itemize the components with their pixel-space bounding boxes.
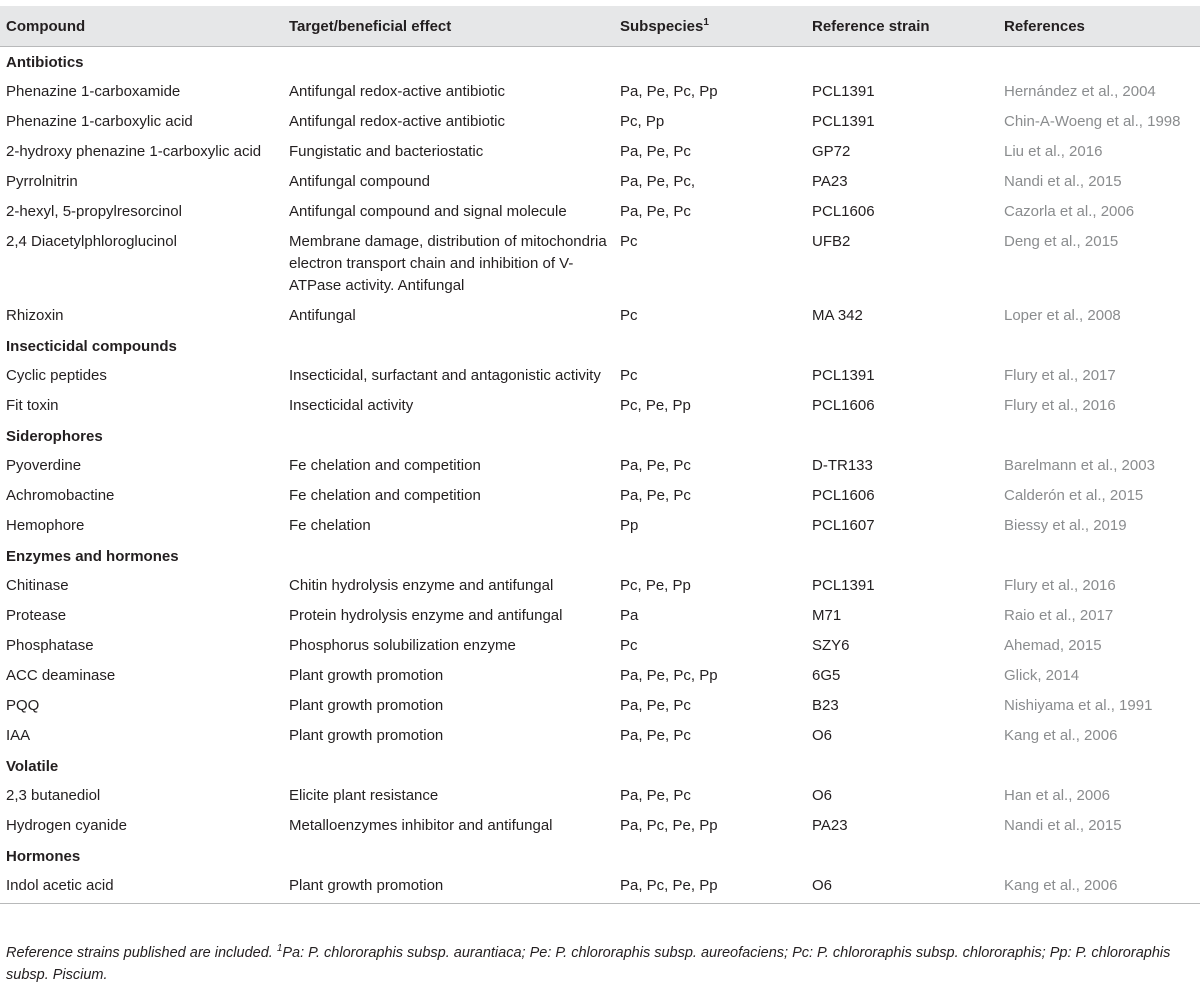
cell-effect: Antifungal redox-active antibiotic	[289, 83, 505, 100]
cell-reference: Chin-A-Woeng et al., 1998	[1004, 113, 1181, 130]
table-row	[0, 571, 1200, 601]
cell-strain: O6	[812, 787, 833, 804]
cell-compound: Fit toxin	[6, 397, 59, 414]
header-subspecies	[614, 6, 806, 47]
cell-strain: PCL1391	[812, 577, 875, 594]
cell-reference: Loper et al., 2008	[1004, 307, 1121, 324]
cell-strain: MA 342	[812, 307, 863, 324]
cell-reference: Deng et al., 2015	[1004, 233, 1119, 250]
cell-reference: Barelmann et al., 2003	[1004, 457, 1155, 474]
cell-strain: D-TR133	[812, 457, 873, 474]
table-row	[0, 107, 1200, 137]
cell-effect: Fe chelation and competition	[289, 457, 481, 474]
cell-subspecies: Pa, Pe, Pc,	[620, 173, 696, 190]
cell-strain: PCL1606	[812, 487, 875, 504]
cell-compound: Hydrogen cyanide	[6, 817, 127, 834]
table-body	[0, 47, 1200, 904]
cell-compound: Achromobactine	[6, 487, 115, 504]
table-row	[0, 721, 1200, 751]
table-row	[0, 137, 1200, 167]
cell-subspecies: Pa, Pe, Pc	[620, 457, 691, 474]
header-references: References	[998, 6, 1200, 47]
section-row	[0, 751, 1200, 781]
cell-reference: Calderón et al., 2015	[1004, 487, 1144, 504]
table-row	[0, 227, 1200, 301]
cell-effect: Fe chelation	[289, 517, 371, 534]
cell-compound: Cyclic peptides	[6, 367, 107, 384]
cell-subspecies: Pa, Pe, Pc, Pp	[620, 667, 718, 684]
header-subspecies-footnote-mark: 1	[703, 16, 709, 28]
cell-reference: Nandi et al., 2015	[1004, 817, 1122, 834]
cell-subspecies: Pa, Pe, Pc	[620, 143, 691, 160]
table-row	[0, 631, 1200, 661]
cell-reference: Ahemad, 2015	[1004, 637, 1102, 654]
cell-reference: Raio et al., 2017	[1004, 607, 1114, 624]
header-compound: Compound	[0, 6, 283, 47]
cell-effect: Plant growth promotion	[289, 667, 444, 684]
cell-effect: Antifungal redox-active antibiotic	[289, 113, 505, 130]
cell-compound: Protease	[6, 607, 67, 624]
cell-effect: Antifungal	[289, 307, 356, 324]
table-row	[0, 391, 1200, 421]
cell-reference: Cazorla et al., 2006	[1004, 203, 1135, 220]
cell-effect: Membrane damage, distribution of mitochondria electron transport chain and inhibition of V-ATPase activity. Antifungal	[289, 233, 607, 294]
cell-subspecies: Pc, Pp	[620, 113, 665, 130]
table-footnote	[6, 942, 1196, 986]
cell-strain: O6	[812, 727, 833, 744]
table-row	[0, 301, 1200, 331]
cell-reference: Nishiyama et al., 1991	[1004, 697, 1153, 714]
cell-subspecies: Pa, Pe, Pc	[620, 697, 691, 714]
table-row	[0, 197, 1200, 227]
cell-effect: Fe chelation and competition	[289, 487, 481, 504]
cell-reference: Kang et al., 2006	[998, 871, 1200, 904]
cell-compound: Rhizoxin	[6, 307, 64, 324]
cell-subspecies: Pa, Pe, Pc, Pp	[620, 83, 718, 100]
cell-effect: Plant growth promotion	[289, 697, 444, 714]
table-row	[0, 451, 1200, 481]
cell-subspecies: Pa, Pc, Pe, Pp	[614, 871, 806, 904]
cell-compound: Indol acetic acid	[0, 871, 283, 904]
table-row	[0, 167, 1200, 197]
section-row	[0, 331, 1200, 361]
cell-strain: SZY6	[812, 637, 850, 654]
cell-strain: UFB2	[812, 233, 851, 250]
cell-strain: PCL1607	[812, 517, 875, 534]
cell-reference: Glick, 2014	[1004, 667, 1080, 684]
cell-effect: Protein hydrolysis enzyme and antifungal	[289, 607, 563, 624]
cell-reference: Flury et al., 2016	[1004, 397, 1116, 414]
cell-subspecies: Pa, Pe, Pc	[620, 727, 691, 744]
section-title: Insecticidal compounds	[6, 338, 177, 355]
cell-strain: PCL1606	[812, 397, 875, 414]
cell-subspecies: Pc, Pe, Pp	[620, 577, 691, 594]
cell-effect: Antifungal compound	[289, 173, 430, 190]
cell-strain: PCL1391	[812, 367, 875, 384]
cell-reference: Kang et al., 2006	[1004, 727, 1118, 744]
cell-effect: Insecticidal, surfactant and antagonistic activity	[289, 367, 601, 384]
cell-reference: Hernández et al., 2004	[1004, 83, 1156, 100]
cell-reference: Liu et al., 2016	[1004, 143, 1103, 160]
header-subspecies-label: Subspecies	[620, 17, 704, 35]
table-row	[0, 361, 1200, 391]
cell-strain: PCL1391	[812, 113, 875, 130]
table-row	[0, 481, 1200, 511]
cell-strain: M71	[812, 607, 842, 624]
cell-subspecies: Pc	[620, 233, 638, 250]
cell-effect: Metalloenzymes inhibitor and antifungal	[289, 817, 553, 834]
cell-subspecies: Pp	[620, 517, 639, 534]
cell-compound: ACC deaminase	[6, 667, 116, 684]
cell-subspecies: Pa	[620, 607, 639, 624]
cell-compound: 2,3 butanediol	[6, 787, 101, 804]
table-row	[0, 511, 1200, 541]
cell-compound: Chitinase	[6, 577, 69, 594]
cell-strain: PCL1606	[812, 203, 875, 220]
section-title: Antibiotics	[6, 54, 84, 71]
table-row	[0, 661, 1200, 691]
cell-effect: Fungistatic and bacteriostatic	[289, 143, 484, 160]
cell-subspecies: Pa, Pe, Pc	[620, 787, 691, 804]
cell-subspecies: Pc	[620, 307, 638, 324]
cell-effect: Elicite plant resistance	[289, 787, 439, 804]
footnote-mark: 1	[276, 943, 283, 955]
cell-strain: B23	[812, 697, 839, 714]
header-row	[0, 6, 1200, 47]
cell-subspecies: Pa, Pe, Pc	[620, 203, 691, 220]
cell-compound: Hemophore	[6, 517, 85, 534]
cell-compound: Phenazine 1-carboxamide	[6, 83, 181, 100]
cell-strain: PCL1391	[812, 83, 875, 100]
cell-strain: 6G5	[812, 667, 841, 684]
cell-strain: GP72	[812, 143, 851, 160]
cell-effect: Antifungal compound and signal molecule	[289, 203, 567, 220]
cell-subspecies: Pc	[620, 367, 638, 384]
cell-subspecies: Pa, Pe, Pc	[620, 487, 691, 504]
cell-reference: Nandi et al., 2015	[1004, 173, 1122, 190]
cell-reference: Han et al., 2006	[1004, 787, 1110, 804]
table-row	[0, 781, 1200, 811]
cell-strain: PA23	[812, 817, 848, 834]
table-row	[0, 601, 1200, 631]
footnote-text-before: Reference strains published are included.	[6, 945, 277, 961]
section-row	[0, 421, 1200, 451]
table-row	[0, 77, 1200, 107]
cell-compound: 2,4 Diacetylphloroglucinol	[6, 233, 177, 250]
cell-subspecies: Pc, Pe, Pp	[620, 397, 691, 414]
cell-strain: O6	[806, 871, 998, 904]
section-title: Enzymes and hormones	[6, 548, 179, 565]
cell-effect: Insecticidal activity	[289, 397, 414, 414]
compounds-table	[0, 6, 1200, 904]
cell-subspecies: Pa, Pc, Pe, Pp	[620, 817, 718, 834]
section-title: Siderophores	[6, 428, 103, 445]
section-title: Hormones	[6, 848, 81, 865]
cell-compound: 2-hexyl, 5-propylresorcinol	[6, 203, 182, 220]
table-row	[0, 871, 1200, 904]
table-header	[0, 6, 1200, 47]
cell-reference: Flury et al., 2017	[1004, 367, 1116, 384]
section-row	[0, 541, 1200, 571]
cell-reference: Flury et al., 2016	[1004, 577, 1116, 594]
cell-reference: Biessy et al., 2019	[1004, 517, 1127, 534]
cell-subspecies: Pc	[620, 637, 638, 654]
cell-compound: Pyoverdine	[6, 457, 82, 474]
cell-effect: Phosphorus solubilization enzyme	[289, 637, 516, 654]
cell-strain: PA23	[812, 173, 848, 190]
cell-effect: Plant growth promotion	[283, 871, 614, 904]
cell-compound: PQQ	[6, 697, 40, 714]
header-target: Target/beneficial effect	[283, 6, 614, 47]
table-row	[0, 811, 1200, 841]
section-row	[0, 47, 1200, 78]
header-strain: Reference strain	[806, 6, 998, 47]
cell-effect: Chitin hydrolysis enzyme and antifungal	[289, 577, 554, 594]
table-row	[0, 691, 1200, 721]
section-title: Volatile	[6, 758, 59, 775]
footnote-text-after: Pa: P. chlororaphis subsp. aurantiaca; Pe: P. chlororaphis subsp. aureofaciens; Pc: P. chlororaphis subsp. chlororaphis; Pp: P. chlororaphis subsp. Piscium.	[6, 945, 1171, 983]
cell-effect: Plant growth promotion	[289, 727, 444, 744]
cell-compound: Pyrrolnitrin	[6, 173, 78, 190]
cell-compound: IAA	[6, 727, 31, 744]
cell-compound: 2-hydroxy phenazine 1-carboxylic acid	[6, 143, 262, 160]
cell-compound: Phenazine 1-carboxylic acid	[6, 113, 193, 130]
section-row	[0, 841, 1200, 871]
cell-compound: Phosphatase	[6, 637, 94, 654]
